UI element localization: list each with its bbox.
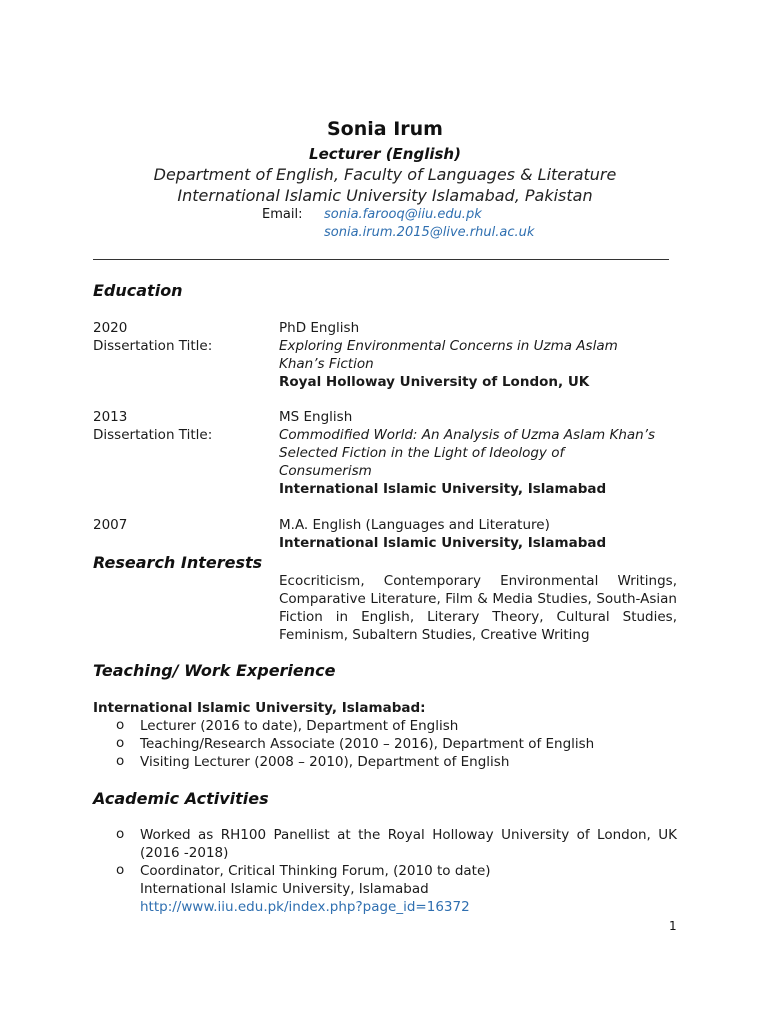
email-link-rhul[interactable]: sonia.irum.2015@live.rhul.ac.uk (324, 225, 535, 240)
cv-university: International Islamic University Islamabad, Pakistan (177, 186, 593, 205)
edu-dissertation-label: Dissertation Title: (93, 338, 213, 354)
email-link-iiu[interactable]: sonia.farooq@iiu.edu.pk (324, 207, 482, 222)
cv-name: Sonia Irum (327, 118, 443, 140)
edu-degree: M.A. English (Languages and Literature) (279, 517, 550, 533)
edu-institution: Royal Holloway University of London, UK (279, 374, 590, 390)
teaching-item: Teaching/Research Associate (2010 – 2016), Department of English (140, 736, 595, 752)
edu-degree: PhD English (279, 320, 360, 336)
edu-year: 2013 (93, 409, 128, 425)
cv-department: Department of English, Faculty of Languages & Literature (153, 165, 617, 184)
page-number: 1 (669, 919, 677, 933)
edu-year: 2020 (93, 320, 128, 336)
bullet-marker: o (116, 753, 125, 769)
header-divider (93, 259, 669, 260)
activity-item-title: Coordinator, Critical Thinking Forum, (2010 to date) (140, 863, 491, 879)
edu-dissertation-title: Exploring Environmental Concerns in Uzma Aslam Khan’s Fiction (279, 338, 618, 372)
activity-item-link[interactable]: http://www.iiu.edu.pk/index.php?page_id=16372 (140, 899, 470, 915)
activity-item: Worked as RH100 Panellist at the Royal Holloway University of London, UK (2016 -2018) (140, 827, 677, 861)
education-heading: Education (93, 281, 183, 300)
research-interests-text: Ecocriticism, Contemporary Environmental Writings, Comparative Literature, Film & Media Studies, South-Asian Fiction in English, Literary Theory, Cultural Studies, Feminism, Subaltern Studies, Creative Writing (279, 573, 677, 643)
research-heading: Research Interests (93, 553, 263, 572)
teaching-item: Visiting Lecturer (2008 – 2010), Department of English (140, 754, 510, 770)
edu-dissertation-label: Dissertation Title: (93, 427, 213, 443)
activity-item-institution: International Islamic University, Islamabad (140, 881, 429, 897)
bullet-marker: o (116, 717, 125, 733)
cv-role: Lecturer (English) (309, 145, 461, 163)
edu-degree: MS English (279, 409, 353, 425)
edu-dissertation-title: Commodified World: An Analysis of Uzma Aslam Khan’s Selected Fiction in the Light of Ideology of Consumerism (279, 427, 656, 479)
bullet-marker: o (116, 735, 125, 751)
bullet-marker: o (116, 862, 125, 878)
edu-institution: International Islamic University, Islamabad (279, 535, 607, 551)
edu-institution: International Islamic University, Islamabad (279, 481, 607, 497)
edu-year: 2007 (93, 517, 128, 533)
email-label: Email: (262, 207, 303, 222)
bullet-marker: o (116, 826, 125, 842)
teaching-item: Lecturer (2016 to date), Department of English (140, 718, 459, 734)
teaching-heading: Teaching/ Work Experience (93, 661, 336, 680)
activities-heading: Academic Activities (93, 789, 269, 808)
teaching-employer: International Islamic University, Islamabad: (93, 700, 426, 716)
